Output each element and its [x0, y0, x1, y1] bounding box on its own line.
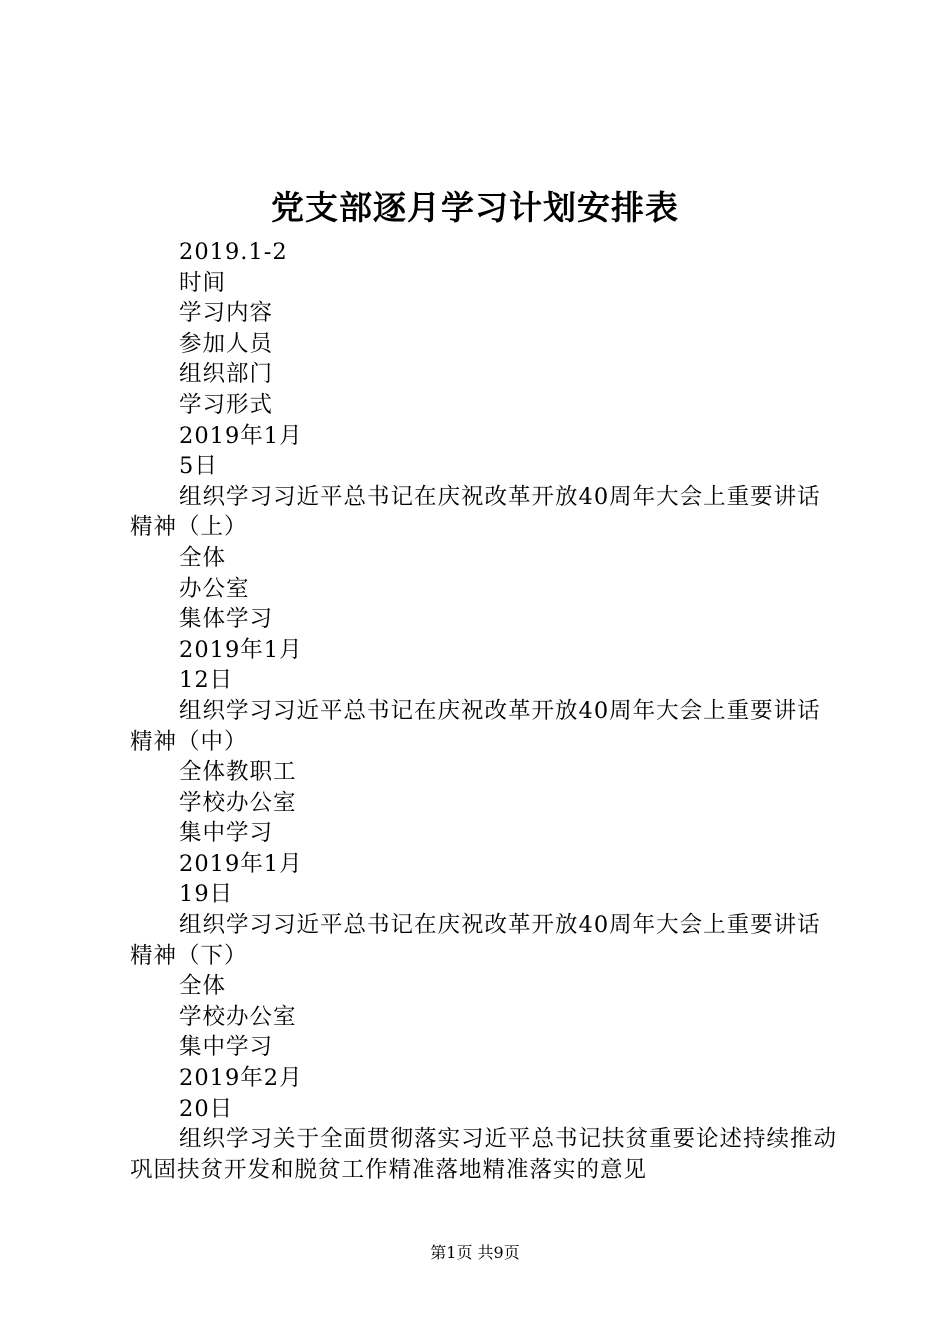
- body-line: 20日: [179, 1095, 234, 1122]
- body-paragraph: 组织学习关于全面贯彻落实习近平总书记扶贫重要论述持续推动巩固扶贫开发和脱贫工作精准落地精准落实的意见: [130, 1126, 838, 1183]
- body-line: 2019年1月: [179, 422, 303, 449]
- body-paragraph: 组织学习习近平总书记在庆祝改革开放40周年大会上重要讲话精神（中）: [130, 697, 821, 755]
- document-body: [130, 237, 840, 1185]
- body-line: 学校办公室: [179, 789, 297, 816]
- body-line: 2019年1月: [179, 636, 303, 663]
- body-line: 学习形式: [179, 391, 274, 418]
- body-line: 2019年1月: [179, 850, 303, 877]
- body-line: 时间: [179, 269, 227, 296]
- body-line: 5日: [179, 453, 218, 480]
- body-line: 2019.1-2: [179, 239, 288, 265]
- page-footer: 第1页 共9页: [430, 1243, 520, 1262]
- body-line: 学习内容: [179, 300, 274, 327]
- body-line: 2019年2月: [179, 1065, 303, 1092]
- body-line: 全体教职工: [179, 759, 297, 786]
- body-line: 全体: [179, 973, 227, 1000]
- body-line: 学校办公室: [179, 1003, 297, 1030]
- document-title: 党支部逐月学习计划安排表: [271, 188, 679, 227]
- body-line: 参加人员: [179, 330, 274, 357]
- body-line: 集中学习: [179, 1034, 274, 1061]
- body-line: 集中学习: [179, 820, 274, 847]
- body-line: 全体: [179, 544, 227, 571]
- body-line: 12日: [179, 667, 234, 694]
- body-paragraph: 组织学习习近平总书记在庆祝改革开放40周年大会上重要讲话精神（下）: [130, 912, 821, 969]
- body-line: 集体学习: [179, 606, 274, 633]
- body-line: 办公室: [179, 575, 250, 602]
- body-line: 19日: [179, 881, 234, 908]
- body-line: 组织部门: [179, 361, 274, 388]
- body-paragraph: 组织学习习近平总书记在庆祝改革开放40周年大会上重要讲话精神（上）: [130, 483, 821, 541]
